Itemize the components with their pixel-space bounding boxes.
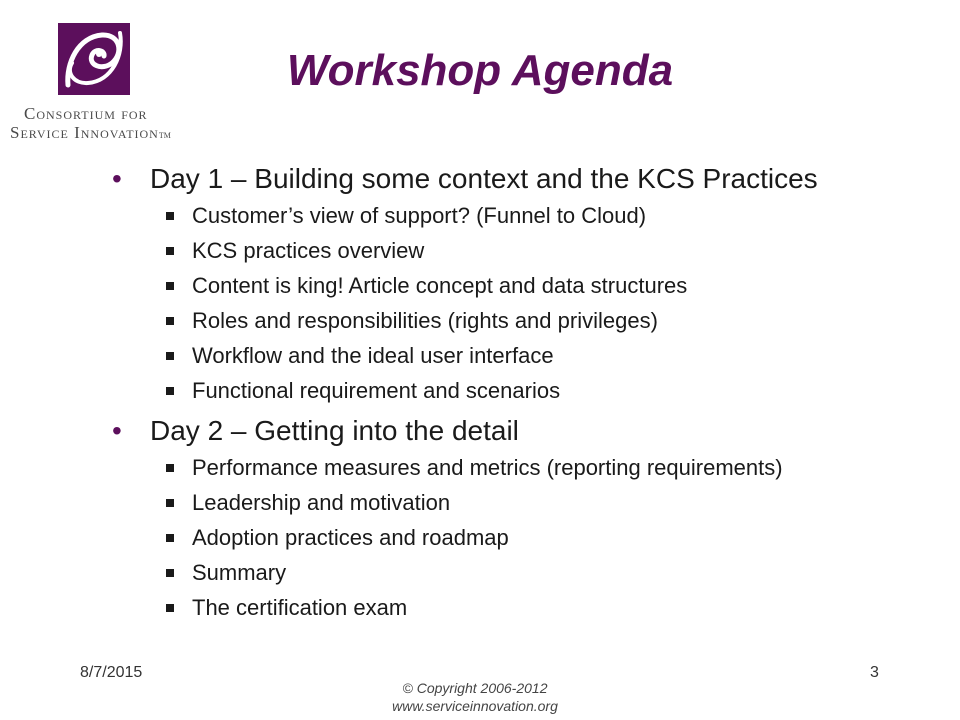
section-heading-text: Day 1 – Building some context and the KCS Practices xyxy=(150,163,818,194)
list-item xyxy=(112,198,932,233)
square-bullet-icon xyxy=(166,212,174,220)
list-item xyxy=(112,450,932,485)
list-item-text: Leadership and motivation xyxy=(192,490,451,515)
list-item xyxy=(112,373,932,408)
square-bullet-icon xyxy=(166,604,174,612)
list-item-text: Roles and responsibilities (rights and privileges) xyxy=(192,308,658,333)
list-item-text: Adoption practices and roadmap xyxy=(192,525,509,550)
list-item-text: Workflow and the ideal user interface xyxy=(192,343,554,368)
slide-title: Workshop Agenda xyxy=(286,46,674,95)
square-bullet-icon xyxy=(166,317,174,325)
bullet-dot-icon: • xyxy=(112,163,122,194)
bullet-dot-icon: • xyxy=(112,415,122,446)
sub-item-list xyxy=(112,450,932,625)
swirl-logo-icon xyxy=(58,23,130,95)
logo-line-2-text: Service Innovation xyxy=(10,123,159,142)
square-bullet-icon xyxy=(166,464,174,472)
list-item-text: Performance measures and metrics (reporting requirements) xyxy=(192,455,783,480)
agenda-content xyxy=(112,160,932,625)
square-bullet-icon xyxy=(166,282,174,290)
logo-line-1: Consortium for xyxy=(24,104,148,123)
section-heading xyxy=(112,412,932,450)
list-item xyxy=(112,233,932,268)
list-item-text: Content is king! Article concept and data structures xyxy=(192,273,688,298)
square-bullet-icon xyxy=(166,247,174,255)
logo-line-2 xyxy=(10,123,180,145)
list-item-text: KCS practices overview xyxy=(192,238,425,263)
agenda-section-day-2 xyxy=(112,412,932,625)
footer-date: 8/7/2015 xyxy=(80,664,143,681)
list-item xyxy=(112,590,932,625)
list-item-text: The certification exam xyxy=(192,595,408,620)
sub-item-list xyxy=(112,198,932,408)
square-bullet-icon xyxy=(166,569,174,577)
copyright-text: © Copyright 2006-2012 xyxy=(402,680,548,696)
list-item-text: Customer’s view of support? (Funnel to Cloud) xyxy=(192,203,647,228)
list-item xyxy=(112,485,932,520)
consortium-logo xyxy=(10,18,180,142)
list-item-text: Functional requirement and scenarios xyxy=(192,378,561,403)
section-heading-text: Day 2 – Getting into the detail xyxy=(150,415,519,446)
list-item-text: Summary xyxy=(192,560,287,585)
section-items xyxy=(112,198,932,408)
square-bullet-icon xyxy=(166,534,174,542)
list-item xyxy=(112,520,932,555)
slide-number: 3 xyxy=(870,664,879,681)
trademark: TM xyxy=(158,131,171,140)
section-heading xyxy=(112,160,932,198)
website-text: www.serviceinnovation.org xyxy=(392,698,558,714)
list-item xyxy=(112,268,932,303)
section-items xyxy=(112,450,932,625)
square-bullet-icon xyxy=(166,499,174,507)
logo-wordmark xyxy=(10,104,180,145)
list-item xyxy=(112,555,932,590)
square-bullet-icon xyxy=(166,352,174,360)
agenda-section-day-1 xyxy=(112,160,932,408)
square-bullet-icon xyxy=(166,387,174,395)
list-item xyxy=(112,303,932,338)
footer-copyright xyxy=(330,679,620,715)
list-item xyxy=(112,338,932,373)
